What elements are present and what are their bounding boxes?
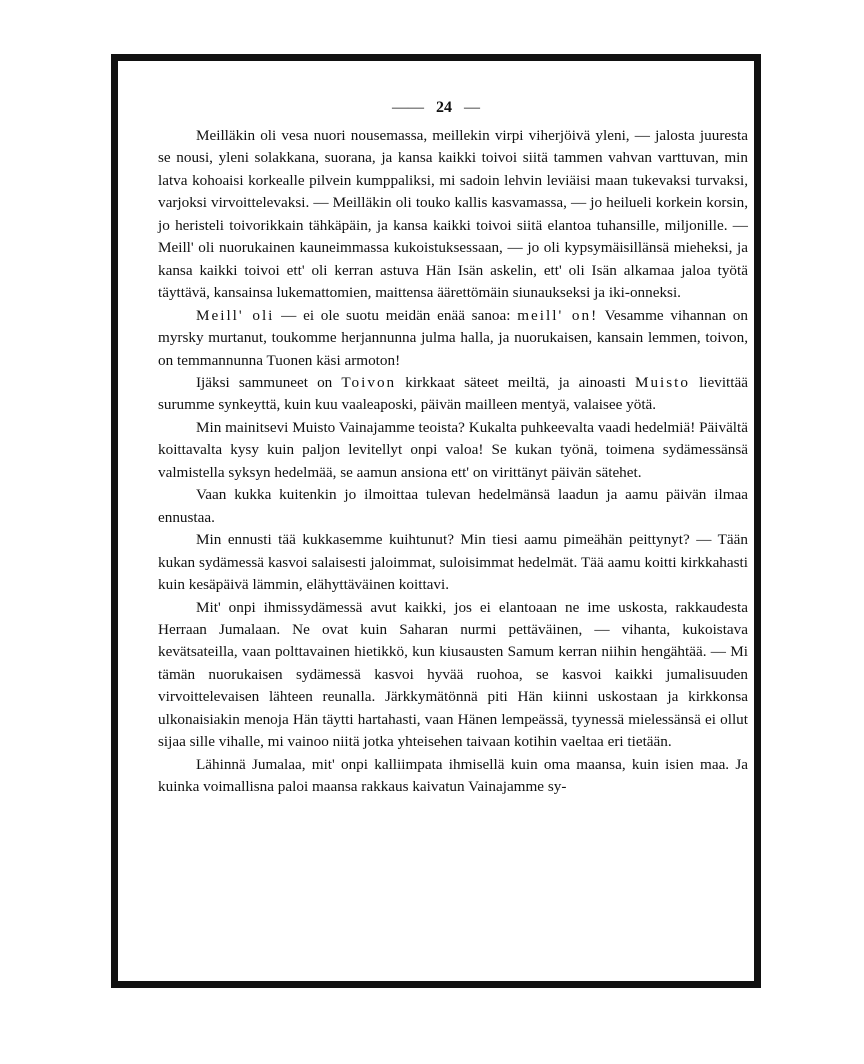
text-run: Vaan kukka kuitenkin jo ilmoittaa tulevan hedelmänsä laadun ja aamu päivän ilmaa ennustaa. <box>158 486 748 526</box>
text-run: Lähinnä Jumalaa, mit' onpi kalliimpata ihmisellä kuin oma maansa, kuin isien maa. Ja kuinka voimallisna paloi maansa rakkaus kaivatun Vainajamme sy- <box>158 755 748 796</box>
text-run: — ei ole suotu meidän enää sanoa: <box>274 306 518 324</box>
page-frame <box>111 54 761 988</box>
text-run: Ijäksi sammuneet on <box>196 373 342 391</box>
text-run: Min ennusti tää kukkasemme kuihtunut? Min tiesi aamu pimeähän peittynyt? — Tään kukan sydämessä kasvoi salaisesti jaloimmat, suloisimmat hedelmät. Tää aamu koitti kirkkahasti kuin kesäpäivä lämmin, elähyttäväinen koittavi. <box>158 531 748 594</box>
page-header <box>118 99 754 117</box>
text-run: Vesamme vihannan on myrsky murtanut, toukomme herjannunna julma halla, ja nuorukaisen, kansain lemmen, toivon, on temmannunna Tuonen käsi armoton! <box>158 306 748 369</box>
header-dash-right: — <box>464 99 480 116</box>
paragraph <box>158 484 748 529</box>
paragraph <box>158 372 748 417</box>
text-run: kirkkaat säteet meiltä, ja ainoasti <box>396 373 635 391</box>
body-text <box>158 125 748 799</box>
paragraph <box>158 754 748 799</box>
emphasis-text: Muisto <box>634 373 690 391</box>
paragraph <box>158 305 748 372</box>
text-run: Meilläkin oli vesa nuori nousemassa, meillekin virpi viherjöivä yleni, — jalosta juuresta se nousi, yleni solakkana, suorana, ja kansa kaikki toivoi siitä tammen vahvan varttuvan, min latva kohoaisi korkealle pilvein kumppaliksi, mi sadoin lehvin leviäisi maan tukevaksi turvaksi, varjoksi virvoittelevaksi. — Meilläkin oli touko kallis kasvamassa, — jo heilueli korkein korsin, jo heristeli toivorikkain tähkäpäin, ja kansa kaikki toivoi siitä elantoa tuhansille, miljonille. — Meill' oli nuorukainen kauneimmassa kukoistuksessaan, — jo oli kypsymäisillänsä mieheksi, ja kansa kaikki toivoi ett' oli kerran astuva Hän Isän askelin, ett' oli Isän alkamaa jaloa työtä täyttävä, kansainsa lukemattomien, maittensa äärettömäin siunaukseksi ja iki-onneksi. <box>158 127 748 302</box>
text-run: Mit' onpi ihmissydämessä avut kaikki, jos ei elantoaan ne ime uskosta, rakkaudesta Herraan Jumalaan. Ne ovat kuin Saharan nurmi pettäväinen, — vihanta, kukoistava kevätsateilla, vaan polttavainen hietikkö, kun kiusausten Samum kerran niihin hengähtää. — Mi tämän nuorukaisen sydämessä kasvoi hyvää ruohoa, se kasvoi kaikki jumalisuuden virvoittelevaisen lähteen reunalla. Järkkymätönnä piti Hän kiinni uskostaan ja kirkkonsa ulkonaisiakin menoja Hän täytti hartahasti, vaan Hänen lempeässä, tyynessä mielessänsä ei ollut sijaa sille vihalle, mi vainoo niitä jotka yhteisehen taivaan kotihin vaeltaa eri tietään. <box>158 598 748 751</box>
text-run: lievittää surumme synkeyttä, kuin kuu vaaleaposki, päivän mailleen mentyä, valaisee yötä. <box>158 373 748 414</box>
page-number: 24 <box>436 99 452 116</box>
paragraph <box>158 417 748 484</box>
text-run: Min mainitsevi Muisto Vainajamme teoista? Kukalta puhkeevalta vaadi hedelmiä! Päivältä koittavalta kysy kuin paljon levitellyt onpi valoa! Se kukan työnä, toimena sydämessänsä valmistella syksyn hedelmää, se aamun ansiona ett' on virittänyt päivän sätehet. <box>158 418 748 481</box>
emphasis-text: Meill' oli <box>196 306 275 324</box>
paragraph <box>158 597 748 754</box>
emphasis-text: Toivon <box>341 373 397 391</box>
emphasis-text: meill' on! <box>517 306 599 324</box>
header-dash-left: —— <box>392 99 424 116</box>
paragraph <box>158 529 748 596</box>
paragraph <box>158 125 748 305</box>
